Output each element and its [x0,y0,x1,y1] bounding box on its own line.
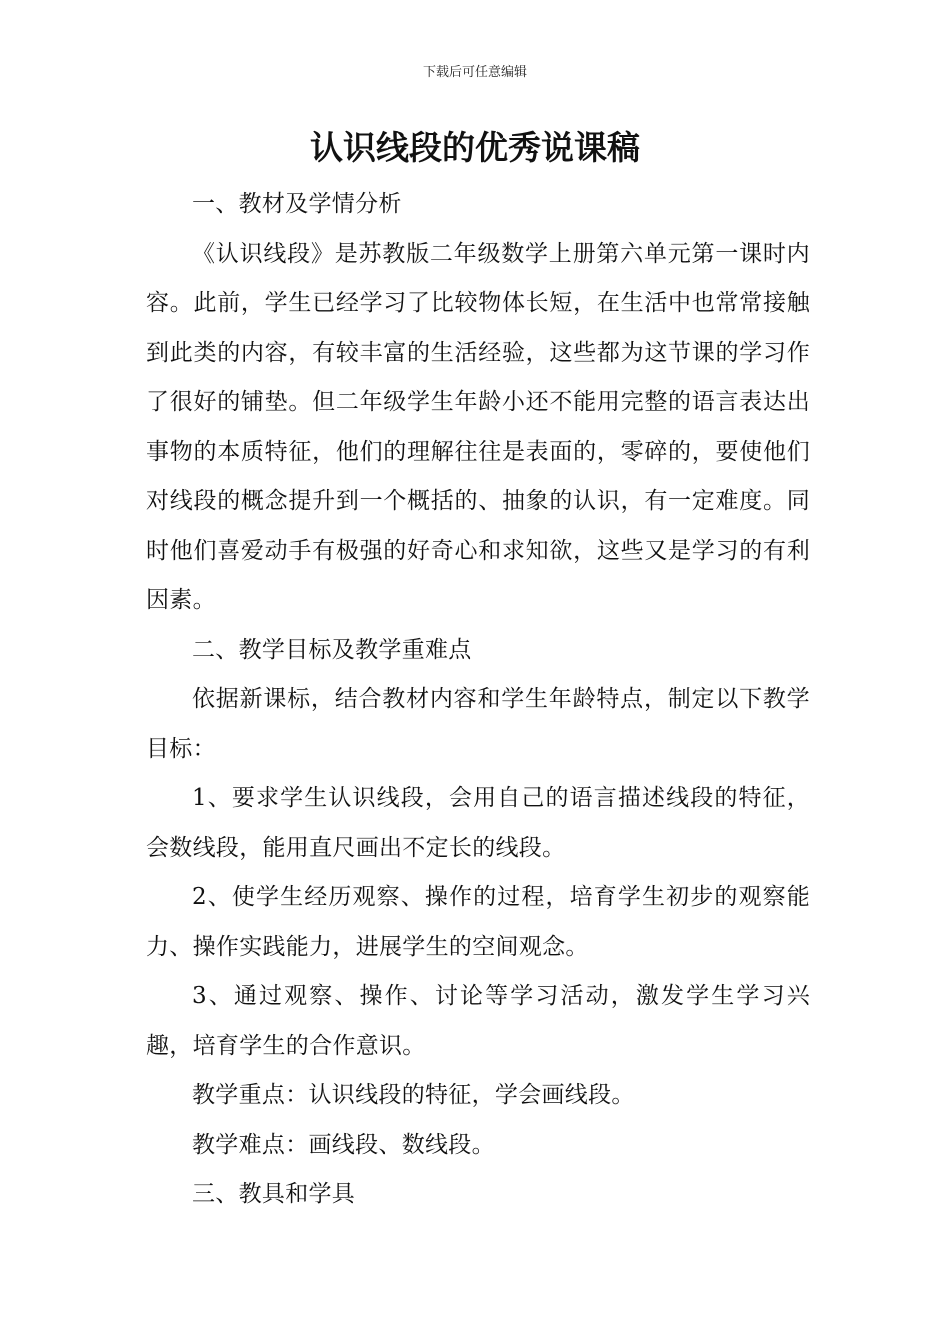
paragraph-goals-intro: 依据新课标，结合教材内容和学生年龄特点，制定以下教学目标： [146,686,810,762]
goal-item-2: 2、使学生经历观察、操作的过程，培育学生初步的观察能力、操作实践能力，进展学生的空间观念。 [146,884,810,960]
document-body [146,180,810,1220]
goal-item-3: 3、通过观察、操作、讨论等学习活动，激发学生学习兴趣，培育学生的合作意识。 [146,983,810,1059]
goal-item-1: 1、要求学生认识线段，会用自己的语言描述线段的特征，会数线段，能用直尺画出不定长的线段。 [146,785,810,861]
teaching-difficulty: 教学难点：画线段、数线段。 [192,1131,495,1158]
teaching-focus: 教学重点：认识线段的特征，学会画线段。 [192,1082,635,1108]
section-heading-1: 一、教材及学情分析 [192,191,402,217]
section-heading-3: 三、教具和学具 [192,1181,356,1207]
document-title: 认识线段的优秀说课稿 [310,128,640,167]
paragraph-analysis: 《认识线段》是苏教版二年级数学上册第六单元第一课时内容。此前，学生已经学习了比较物体长短，在生活中也常常接触到此类的内容，有较丰富的生活经验，这些都为这节课的学习作了很好的铺垫。但二年级学生年龄小还不能用完整的语言表达出事物的本质特征，他们的理解往往是表面的，零碎的，要使他们对线段的概念提升到一个概括的、抽象的认识，有一定难度。同时他们喜爱动手有极强的好奇心和求知欲，这些又是学习的有利因素。 [146,240,810,613]
header-note: 下载后可任意编辑 [422,65,527,80]
section-heading-2: 二、教学目标及教学重难点 [192,636,472,663]
